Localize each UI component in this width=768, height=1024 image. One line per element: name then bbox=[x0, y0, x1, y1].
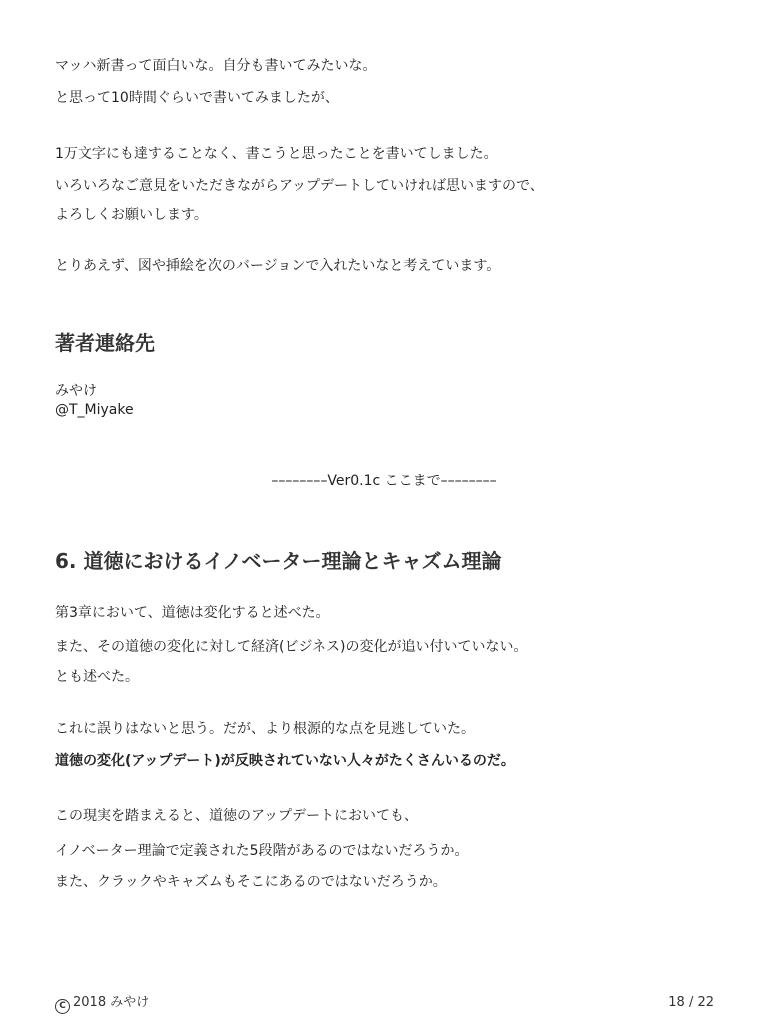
page-number: 18 / 22 bbox=[668, 995, 714, 1010]
intro-line-3: 1万文字にも達することなく、書こうと思ったことを書いてしました。 bbox=[55, 146, 498, 162]
chapter-heading: 6. 道徳におけるイノベーター理論とキャズム理論 bbox=[55, 549, 502, 573]
chapter-line-8: また、クラックやキャズムもそこにあるのではないだろうか。 bbox=[55, 874, 447, 890]
author-handle: @T_Miyake bbox=[55, 402, 134, 418]
chapter-line-4: これに誤りはないと思う。だが、より根源的な点を見逃していた。 bbox=[55, 721, 475, 737]
version-divider: ––––––––Ver0.1c ここまで–––––––– bbox=[271, 473, 497, 489]
footer-copyright bbox=[55, 994, 149, 1014]
author-name: みやけ bbox=[55, 383, 97, 399]
chapter-line-3: とも述べた。 bbox=[55, 669, 139, 685]
chapter-line-6: この現実を踏まえると、道徳のアップデートにおいても、 bbox=[55, 808, 419, 824]
copyright-text: 2018 みやけ bbox=[73, 995, 150, 1010]
intro-line-2: と思って10時間ぐらいで書いてみましたが、 bbox=[55, 90, 339, 106]
intro-line-1: マッハ新書って面白いな。自分も書いてみたいな。 bbox=[55, 58, 377, 74]
chapter-line-emphasis: 道徳の変化(アップデート)が反映されていない人々がたくさんいるのだ。 bbox=[55, 753, 515, 769]
chapter-line-7: イノベーター理論で定義された5段階があるのではないだろうか。 bbox=[55, 843, 469, 859]
intro-line-5: よろしくお願いします。 bbox=[55, 207, 208, 223]
chapter-line-1: 第3章において、道徳は変化すると述べた。 bbox=[55, 605, 330, 621]
intro-line-4: いろいろなご意見をいただきながらアップデートしていければ思いますので、 bbox=[55, 178, 544, 194]
copyright-icon: C bbox=[55, 999, 70, 1014]
contact-heading: 著者連絡先 bbox=[55, 331, 155, 355]
chapter-line-2: また、その道徳の変化に対して経済(ビジネス)の変化が追い付いていない。 bbox=[55, 639, 528, 655]
intro-line-6: とりあえず、図や挿絵を次のバージョンで入れたいなと考えています。 bbox=[55, 258, 501, 274]
